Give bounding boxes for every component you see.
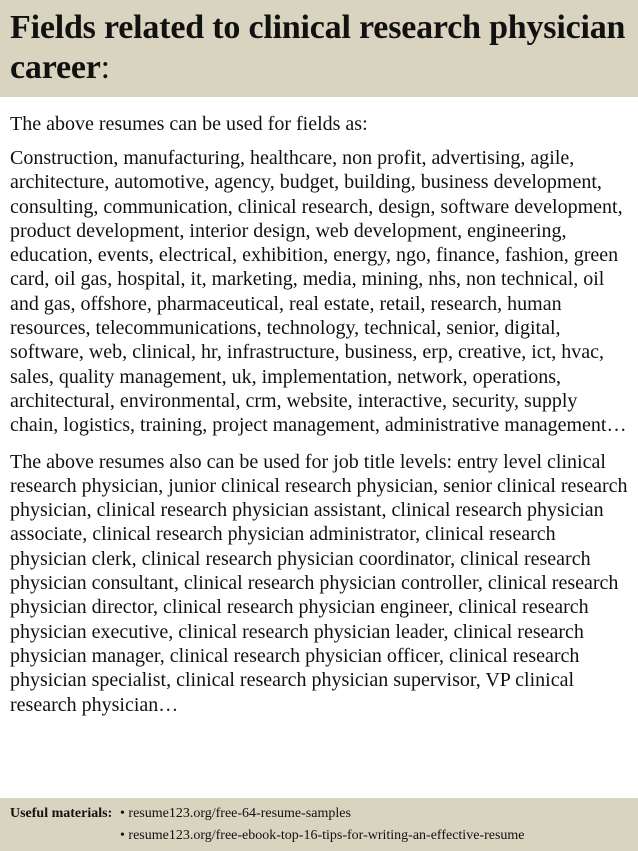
page-title-text: Fields related to clinical research physician career <box>10 9 626 86</box>
title-banner <box>0 0 638 97</box>
page-title <box>10 8 628 88</box>
intro-text: The above resumes can be used for fields as: <box>10 113 368 135</box>
useful-materials-footer <box>0 798 638 851</box>
footer-label-spacer <box>10 825 120 847</box>
useful-materials-label: Useful materials: <box>10 806 113 821</box>
footer-row-1 <box>10 803 628 825</box>
resume-samples-link[interactable]: • resume123.org/free-64-resume-samples <box>120 806 351 821</box>
ebook-tips-link[interactable]: • resume123.org/free-ebook-top-16-tips-for-writing-an-effective-resume <box>120 828 525 843</box>
main-content <box>0 97 638 717</box>
page-title-colon: : <box>100 49 110 86</box>
footer-row-2 <box>10 825 628 847</box>
job-levels-paragraph: The above resumes also can be used for job title levels: entry level clinical research physician, junior clinical research physician, senior clinical research physician, clinical research physician assistant, clinical research physician associate, clinical research physician administrator, clinical research physician clerk, clinical research physician coordinator, clinical research physician consultant, clinical research physician controller, clinical research physician director, clinical research physician engineer, clinical research physician executive, clinical research physician leader, clinical research physician manager, clinical research physician officer, clinical research physician specialist, clinical research physician supervisor, VP clinical research physician… <box>10 450 628 716</box>
fields-paragraph: Construction, manufacturing, healthcare, non profit, advertising, agile, architecture, automotive, agency, budget, building, business development, consulting, communication, clinical research, design, software development, product development, interior design, web development, engineering, education, events, electrical, exhibition, energy, ngo, finance, fashion, green card, oil gas, hospital, it, marketing, media, mining, nhs, non technical, oil and gas, offshore, pharmaceutical, real estate, retail, research, human resources, telecommunications, technology, technical, senior, digital, software, web, clinical, hr, infrastructure, business, erp, creative, ict, hvac, sales, quality management, uk, implementation, network, operations, architectural, environmental, crm, website, interactive, security, supply chain, logistics, training, project management, administrative management… <box>10 147 627 437</box>
